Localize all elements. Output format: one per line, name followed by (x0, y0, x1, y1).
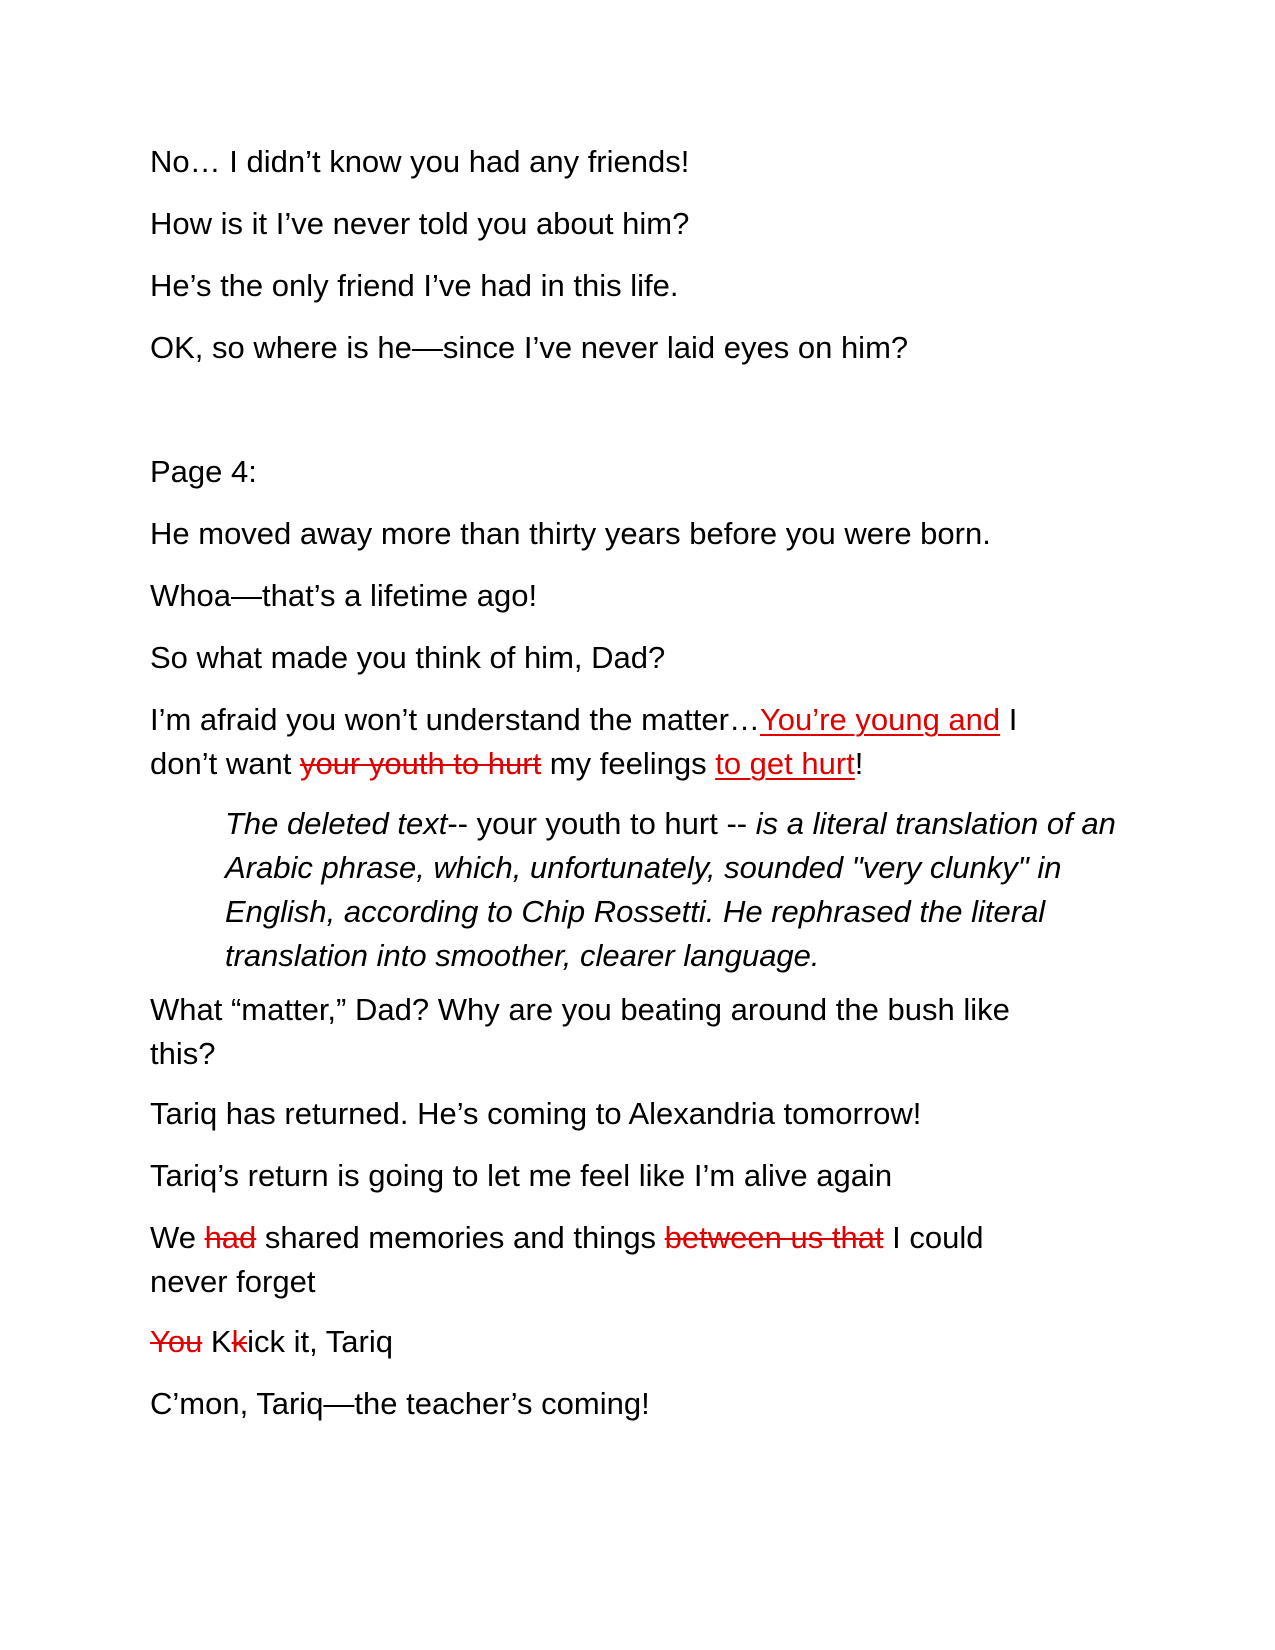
dialogue-line: Whoa—that’s a lifetime ago! (150, 578, 538, 613)
dialogue-line: He’s the only friend I’ve had in this life. (150, 268, 679, 303)
text-run: K (202, 1324, 232, 1359)
revised-dialogue-line (150, 1216, 1050, 1304)
dialogue-line: What “matter,” Dad? Why are you beating around the bush like this? (150, 992, 1010, 1071)
dialogue-line: Tariq has returned. He’s coming to Alexandria tomorrow! (150, 1096, 922, 1131)
deleted-text: had (204, 1220, 257, 1255)
dialogue-line: C’mon, Tariq—the teacher’s coming! (150, 1386, 650, 1421)
dialogue-line: He moved away more than thirty years before you were born. (150, 516, 991, 551)
text-run: shared memories and things (256, 1220, 665, 1255)
deleted-text: your youth to hurt (299, 746, 542, 781)
dialogue-line: So what made you think of him, Dad? (150, 640, 666, 675)
text-run: I don’t want (150, 702, 1018, 781)
page-marker: Page 4: (150, 454, 257, 489)
inserted-text: You’re young and (759, 702, 1001, 737)
note-text-italic: The deleted text (225, 806, 448, 841)
dialogue-line: OK, so where is he—since I’ve never laid eyes on him? (150, 330, 909, 365)
note-text: -- your youth to hurt -- (447, 806, 756, 841)
note-text-italic: is a literal translation of an Arabic phrase, which, unfortunately, sounded "very clunky" in English, according to Chip Rossetti. He rephrased the literal translation into smoother, clearer language. (225, 806, 1116, 973)
translator-note (225, 802, 1125, 978)
text-run: I could never forget (150, 1220, 984, 1299)
deleted-text: between us that (664, 1220, 884, 1255)
revised-dialogue-line (150, 1320, 1110, 1364)
deleted-text: You (150, 1324, 203, 1359)
inserted-text: to get hurt (715, 746, 855, 781)
dialogue-line: Tariq’s return is going to let me feel like I’m alive again (150, 1158, 893, 1193)
dialogue-line: No… I didn’t know you had any friends! (150, 144, 690, 179)
revised-dialogue-line (150, 698, 1080, 786)
dialogue-line: How is it I’ve never told you about him? (150, 206, 690, 241)
text-run: ick it, Tariq (247, 1324, 393, 1359)
text-run: ! (854, 746, 864, 781)
text-run: We (150, 1220, 205, 1255)
text-run: my feelings (541, 746, 716, 781)
text-run: I’m afraid you won’t understand the matter… (150, 702, 760, 737)
deleted-text: k (231, 1324, 248, 1359)
